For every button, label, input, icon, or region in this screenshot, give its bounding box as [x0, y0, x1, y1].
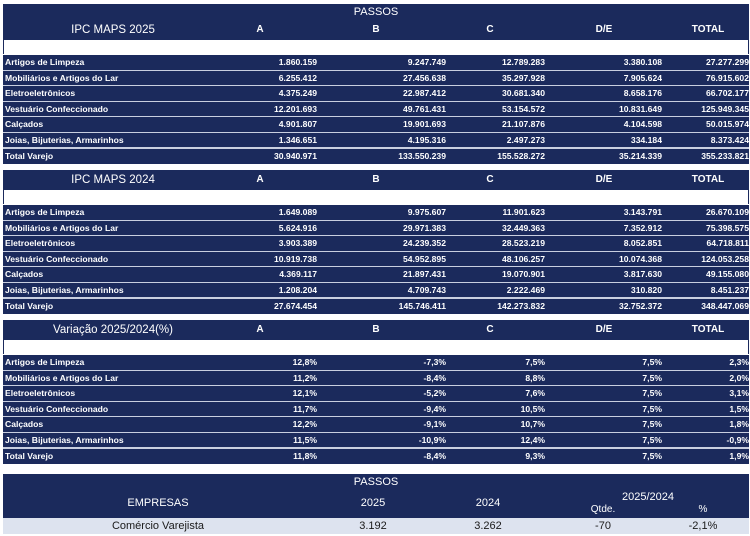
- table-row: [3, 205, 749, 221]
- cell-de: 3.817.630: [623, 269, 662, 279]
- row-label: Vestuário Confeccionado: [5, 253, 109, 264]
- summary-title: PASSOS: [353, 476, 399, 488]
- row-label: Artigos de Limpeza: [5, 207, 85, 217]
- cell-b: -10,9%: [418, 434, 446, 445]
- cell-a: 11,8%: [293, 451, 317, 461]
- cell-b: 4.709.743: [407, 284, 446, 295]
- table-spacer: [3, 40, 749, 54]
- summary-value-2025: 3.192: [359, 520, 387, 532]
- col-c-header: C: [486, 324, 494, 335]
- cell-total: 1,5%: [729, 403, 749, 414]
- cell-a: 1.208.204: [278, 284, 317, 295]
- cell-a: 4.375.249: [278, 88, 317, 98]
- cell-b: 49.761.431: [402, 103, 446, 114]
- cell-c: 2.222.469: [506, 284, 545, 295]
- cell-de: 7,5%: [642, 451, 662, 461]
- col-a-header: A: [256, 24, 264, 35]
- cell-de: 7,5%: [642, 388, 662, 398]
- cell-total: -0,9%: [726, 434, 749, 445]
- cell-de: 334.184: [630, 134, 662, 145]
- cell-b: 21.897.431: [402, 269, 446, 279]
- cell-de: 7,5%: [642, 403, 662, 414]
- table-header: [3, 20, 749, 40]
- row-label: Mobiliários e Artigos do Lar: [5, 72, 119, 83]
- table-row: [3, 117, 749, 133]
- summary-col-qtde: Qtde.: [590, 504, 616, 515]
- cell-c: 10,5%: [520, 403, 545, 414]
- cell-total: 2,3%: [729, 357, 749, 367]
- table-row: [3, 102, 749, 118]
- row-label: Eletroeletrônicos: [5, 388, 76, 398]
- cell-b: -9,1%: [423, 419, 446, 429]
- row-label: Joias, Bijuterias, Armarinhos: [5, 434, 124, 445]
- cell-b: 4.195.316: [407, 134, 446, 145]
- cell-total: 355.233.821: [701, 151, 749, 161]
- cell-total: 125.949.345: [701, 103, 749, 114]
- cell-total: 1,8%: [729, 419, 749, 429]
- table-body: [3, 354, 749, 464]
- page-title-bar: [3, 4, 749, 20]
- table-row: [3, 417, 749, 433]
- cell-b: 29.971.383: [402, 222, 446, 233]
- table-row: [3, 267, 749, 283]
- cell-a: 12.201.693: [273, 103, 317, 114]
- cell-de: 310.820: [630, 284, 662, 295]
- cell-c: 28.523.219: [501, 238, 545, 248]
- cell-total: 348.447.069: [701, 301, 749, 311]
- table-body: [3, 204, 749, 314]
- summary-col-pct: %: [698, 504, 708, 515]
- col-total-header: TOTAL: [691, 174, 725, 185]
- cell-a: 1.649.089: [278, 207, 317, 217]
- cell-de: 7,5%: [642, 419, 662, 429]
- table-row: [3, 371, 749, 387]
- row-label: Calçados: [5, 119, 44, 129]
- row-label: Vestuário Confeccionado: [5, 403, 109, 414]
- cell-b: 24.239.352: [402, 238, 446, 248]
- cell-a: 6.255.412: [278, 72, 317, 83]
- cell-a: 5.624.916: [278, 222, 317, 233]
- col-total-header: TOTAL: [691, 324, 725, 335]
- summary-col-group: 2025/2024: [622, 491, 674, 503]
- cell-b: 9.247.749: [407, 57, 446, 67]
- cell-de: 35.214.339: [618, 151, 662, 161]
- cell-total: 50.015.974: [705, 119, 749, 129]
- cell-a: 1.860.159: [278, 57, 317, 67]
- cell-c: 35.297.928: [501, 72, 545, 83]
- row-label: Calçados: [5, 269, 44, 279]
- cell-de: 7.905.624: [623, 72, 662, 83]
- summary-col-2024: 2024: [475, 497, 501, 509]
- row-label: Calçados: [5, 419, 44, 429]
- cell-total: 26.670.109: [705, 207, 749, 217]
- table-title: IPC MAPS 2025: [71, 24, 155, 36]
- summary-row: [3, 518, 749, 535]
- cell-c: 7,6%: [525, 388, 545, 398]
- cell-b: 9.975.607: [407, 207, 446, 217]
- table-ipc-2025: [3, 20, 749, 164]
- cell-de: 8.658.176: [623, 88, 662, 98]
- cell-a: 1.346.651: [278, 134, 317, 145]
- cell-b: -7,3%: [423, 357, 446, 367]
- row-label: Eletroeletrônicos: [5, 88, 76, 98]
- table-row: [3, 221, 749, 237]
- row-label: Vestuário Confeccionado: [5, 103, 109, 114]
- table-body: [3, 54, 749, 164]
- cell-de: 10.831.649: [618, 103, 662, 114]
- table-row: [3, 386, 749, 402]
- row-label: Joias, Bijuterias, Armarinhos: [5, 284, 124, 295]
- cell-b: -5,2%: [423, 388, 446, 398]
- cell-total: 75.398.575: [705, 222, 749, 233]
- cell-total: 8.373.424: [710, 134, 749, 145]
- summary-title-bar: [3, 474, 749, 490]
- row-label: Total Varejo: [5, 151, 54, 161]
- cell-c: 155.528.272: [497, 151, 545, 161]
- row-label: Artigos de Limpeza: [5, 357, 85, 367]
- col-de-header: D/E: [595, 24, 613, 35]
- cell-b: 22.987.412: [402, 88, 446, 98]
- cell-b: 27.456.638: [402, 72, 446, 83]
- cell-c: 53.154.572: [501, 103, 545, 114]
- table-total-row: [3, 298, 749, 314]
- cell-c: 9,3%: [525, 451, 545, 461]
- cell-c: 12.789.283: [501, 57, 545, 67]
- cell-total: 49.155.080: [705, 269, 749, 279]
- cell-de: 3.143.791: [623, 207, 662, 217]
- cell-c: 10,7%: [520, 419, 545, 429]
- cell-a: 30.940.971: [273, 151, 317, 161]
- cell-b: 145.746.411: [398, 301, 446, 311]
- cell-de: 10.074.368: [618, 253, 662, 264]
- cell-total: 124.053.258: [701, 253, 749, 264]
- table-title: Variação 2025/2024(%): [53, 324, 173, 336]
- cell-de: 7,5%: [642, 434, 662, 445]
- cell-a: 11,5%: [293, 434, 317, 445]
- table-variacao: [3, 320, 749, 464]
- cell-b: -8,4%: [423, 372, 446, 383]
- cell-c: 2.497.273: [506, 134, 545, 145]
- cell-c: 30.681.340: [501, 88, 545, 98]
- table-row: [3, 71, 749, 87]
- cell-c: 7,5%: [525, 357, 545, 367]
- cell-a: 4.901.807: [278, 119, 317, 129]
- cell-de: 7,5%: [642, 372, 662, 383]
- table-row: [3, 55, 749, 71]
- cell-b: 19.901.693: [402, 119, 446, 129]
- cell-total: 64.718.811: [706, 238, 749, 248]
- cell-b: 54.952.895: [402, 253, 446, 264]
- cell-de: 3.380.108: [623, 57, 662, 67]
- table-title: IPC MAPS 2024: [71, 174, 155, 186]
- cell-c: 12,4%: [520, 434, 545, 445]
- col-b-header: B: [372, 324, 380, 335]
- table-header: [3, 320, 749, 340]
- row-label: Artigos de Limpeza: [5, 57, 85, 67]
- cell-a: 27.674.454: [273, 301, 317, 311]
- cell-b: -8,4%: [423, 451, 446, 461]
- table-row: [3, 236, 749, 252]
- summary-value-2024: 3.262: [474, 520, 502, 532]
- cell-c: 19.070.901: [501, 269, 545, 279]
- cell-de: 4.104.598: [623, 119, 662, 129]
- table-ipc-2024: [3, 170, 749, 314]
- row-label: Mobiliários e Artigos do Lar: [5, 372, 119, 383]
- summary-pct: -2,1%: [688, 520, 718, 532]
- cell-total: 1,9%: [729, 451, 749, 461]
- col-de-header: D/E: [595, 174, 613, 185]
- cell-total: 27.277.299: [705, 57, 749, 67]
- cell-total: 2,0%: [729, 372, 749, 383]
- cell-c: 32.449.363: [501, 222, 545, 233]
- col-a-header: A: [256, 174, 264, 185]
- table-row: [3, 355, 749, 371]
- table-row: [3, 252, 749, 268]
- table-row: [3, 86, 749, 102]
- col-total-header: TOTAL: [691, 24, 725, 35]
- col-c-header: C: [486, 24, 494, 35]
- table-spacer: [3, 340, 749, 354]
- cell-de: 7,5%: [642, 357, 662, 367]
- cell-a: 3.903.389: [278, 238, 317, 248]
- cell-de: 8.052.851: [623, 238, 662, 248]
- summary-qtde: -70: [595, 520, 611, 532]
- row-label: Mobiliários e Artigos do Lar: [5, 222, 119, 233]
- cell-total: 76.915.602: [705, 72, 749, 83]
- cell-c: 142.273.832: [497, 301, 545, 311]
- summary-header: [3, 490, 749, 518]
- summary-col-2025: 2025: [360, 497, 386, 509]
- table-row: [3, 433, 749, 449]
- cell-de: 7.352.912: [623, 222, 662, 233]
- cell-b: 133.550.239: [398, 151, 446, 161]
- cell-total: 8.451.237: [710, 284, 749, 295]
- row-label: Joias, Bijuterias, Armarinhos: [5, 134, 124, 145]
- col-b-header: B: [372, 24, 380, 35]
- cell-a: 12,2%: [292, 419, 317, 429]
- col-a-header: A: [256, 324, 264, 335]
- cell-de: 32.752.372: [618, 301, 662, 311]
- col-de-header: D/E: [595, 324, 613, 335]
- page-title: PASSOS: [353, 6, 399, 18]
- cell-c: 48.106.257: [501, 253, 545, 264]
- col-c-header: C: [486, 174, 494, 185]
- cell-c: 8,8%: [525, 372, 545, 383]
- cell-a: 10.919.738: [273, 253, 317, 264]
- summary-col-empresas: EMPRESAS: [127, 497, 189, 509]
- cell-c: 21.107.876: [501, 119, 545, 129]
- table-spacer: [3, 190, 749, 204]
- table-total-row: [3, 148, 749, 164]
- cell-a: 11,7%: [293, 403, 317, 414]
- col-b-header: B: [372, 174, 380, 185]
- table-row: [3, 402, 749, 418]
- cell-a: 11,2%: [293, 372, 317, 383]
- table-row: [3, 283, 749, 299]
- cell-total: 3,1%: [729, 388, 749, 398]
- cell-c: 11.901.623: [502, 207, 545, 217]
- cell-total: 66.702.177: [705, 88, 749, 98]
- cell-a: 12,8%: [292, 357, 317, 367]
- summary-company: Comércio Varejista: [111, 520, 205, 532]
- table-row: [3, 133, 749, 149]
- cell-a: 4.369.117: [279, 269, 317, 279]
- cell-b: -9,4%: [423, 403, 446, 414]
- summary-table: [3, 474, 749, 535]
- row-label: Eletroeletrônicos: [5, 238, 76, 248]
- cell-a: 12,1%: [292, 388, 317, 398]
- table-header: [3, 170, 749, 190]
- table-total-row: [3, 448, 749, 464]
- row-label: Total Varejo: [5, 451, 54, 461]
- row-label: Total Varejo: [5, 301, 54, 311]
